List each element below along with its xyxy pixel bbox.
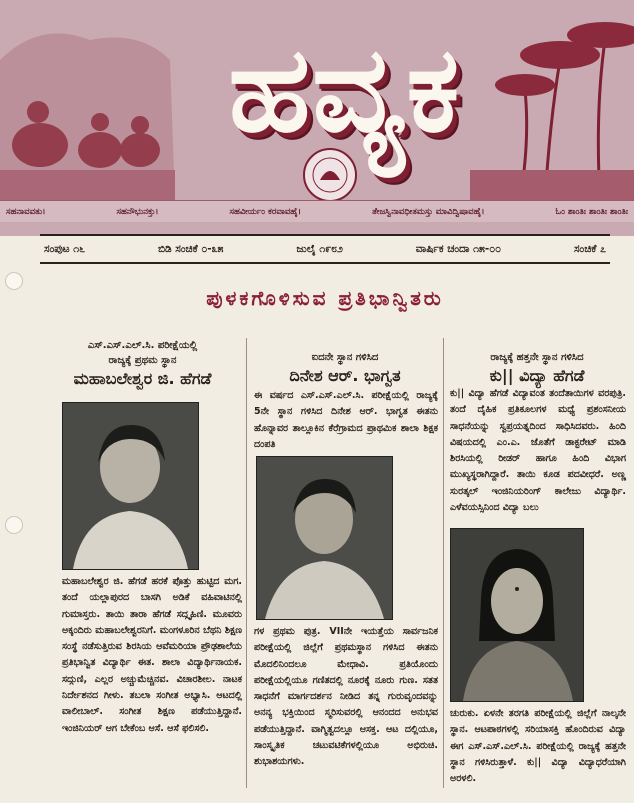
middle-article-text-bottom xyxy=(254,624,438,771)
photo-mahabaleshwara xyxy=(62,402,199,570)
middle-heading-line1: ಐದನೇ ಸ್ಥಾನ ಗಳಿಸಿದ xyxy=(311,352,379,363)
motto-text: ಸಹವೀರ್ಯಂ ಕರವಾವಹೈ। xyxy=(229,206,302,217)
page-headline: ಪುಳಕಗೊಳಿಸುವ ಪ್ರತಿಭಾನ್ವಿತರು xyxy=(206,286,444,310)
middle-article-paragraph: ಈ ವರ್ಷದ ಎಸ್.ಎಸ್.ಎಲ್.ಸಿ. ಪರೀಕ್ಷೆಯಲ್ಲಿ ರಾಜ್ಯಕ್ಕೆ 5ನೇ ಸ್ಥಾನ ಗಳಿಸಿದ ದಿನೇಶ ಆರ್. ಭಾಗ್ವತ ಈತನು ಹೊನ್ನಾವರ ತಾಲ್ಲೂಕಿನ ಕೆರೆಗ್ರಾಮದ ಪ್ರಾಥಮಿಕ ಶಾಲಾ ಶಿಕ್ಷಕ ದಂಪತಿ xyxy=(254,390,438,450)
motto-text: ತೇಜಸ್ವಿನಾವಧೀತಮಸ್ತು ಮಾವಿದ್ವಿಷಾವಹೈ। xyxy=(372,206,485,217)
volume-label: ಸಂಪುಟ ೧೬ xyxy=(44,242,86,255)
right-article-paragraph: ಚುರುಕು. ಏಳನೇ ತರಗತಿ ಪರೀಕ್ಷೆಯಲ್ಲಿ ಜಿಲ್ಲೆಗೆ ನಾಲ್ಕನೇ ಸ್ಥಾನ. ಆಟಪಾಠಗಳಲ್ಲಿ ಸರಿಯಾಸಕ್ತಿ ಹೊಂದಿರುವ ವಿದ್ಯಾ ಈಗ ಎಸ್.ಎಸ್.ಎಲ್.ಸಿ. ಪರೀಕ್ಷೆಯಲ್ಲಿ ರಾಜ್ಯಕ್ಕೆ ಹತ್ತನೇ ಸ್ಥಾನ ಗಳಿಸಿರುತ್ತಾಳೆ. ಕು|| ವಿದ್ಯಾ ವಿದ್ಯಾಧರೆಯಾಗಿ ಅರಳಲಿ. xyxy=(450,708,626,785)
motto-text: ಸಹನಾವವತು। xyxy=(6,206,46,217)
left-heading-line1: ಎಸ್.ಎಸ್.ಎಲ್.ಸಿ. ಪರೀಕ್ಷೆಯಲ್ಲಿ xyxy=(87,340,198,351)
masthead xyxy=(0,0,634,236)
motto-text: ಸಹನೌಭುನಕ್ತು। xyxy=(116,206,159,217)
middle-column-heading xyxy=(250,350,440,387)
right-heading-line1: ರಾಜ್ಯಕ್ಕೆ ಹತ್ತನೇ ಸ್ಥಾನ ಗಳಿಸಿದ xyxy=(490,352,584,363)
issue-info-bar xyxy=(40,234,610,264)
motto-text: ಓಂ ಶಾಂತಿಃ ಶಾಂತಿಃ ಶಾಂತಿಃ xyxy=(555,206,628,217)
column-divider xyxy=(443,338,444,788)
right-column-heading xyxy=(448,350,626,387)
middle-student-name: ದಿನೇಶ ಆರ್. ಭಾಗ್ವತ xyxy=(289,366,401,385)
punch-hole xyxy=(5,272,23,290)
issue-number: ಸಂಚಿಕೆ ೭ xyxy=(573,242,606,255)
left-heading-line2: ರಾಜ್ಯಕ್ಕೆ ಪ್ರಥಮ ಸ್ಥಾನ xyxy=(108,355,177,366)
right-student-name: ಕು|| ವಿದ್ಯಾ ಹೆಗಡೆ xyxy=(489,366,585,385)
magazine-title: ಹವ್ಯಕ xyxy=(228,19,462,158)
column-divider xyxy=(246,338,247,788)
photo-vidya xyxy=(450,528,584,702)
issue-date: ಜುಲೈ ೧೯೮೨ xyxy=(296,242,343,255)
left-student-name: ಮಹಾಬಲೇಶ್ವರ ಜಿ. ಹೆಗಡೆ xyxy=(73,369,212,388)
subscription-label: ವಾರ್ಷಿಕ ಚಂದಾ ೧೫-೦೦ xyxy=(415,242,502,255)
middle-article-paragraph: ಗಳ ಪ್ರಥಮ ಪುತ್ರ. VIIನೇ ಇಯತ್ತೆಯ ಸಾರ್ವಜನಿಕ ಪರೀಕ್ಷೆಯಲ್ಲಿ ಜಿಲ್ಲೆಗೆ ಪ್ರಥಮಸ್ಥಾನ ಗಳಿಸಿದ ಈತನು ಮೊದಲಿನಿಂದಲೂ ಮೇಧಾವಿ. ಪ್ರತಿಯೊಂದು ಪರೀಕ್ಷೆಯಲ್ಲಿಯೂ ಗಣಿತದಲ್ಲಿ ನೂರಕ್ಕೆ ನೂರು ಗುಣ. ಸತತ ಸಾಧನೆಗೆ ಮಾರ್ಗದರ್ಶನ ನೀಡಿದ ತನ್ನ ಗುರುವೃಂದವನ್ನು ಅನನ್ಯ ಭಕ್ತಿಯಿಂದ ಸ್ಮರಿಸುವರಲ್ಲಿ ಆನಂದದ ಅನುಭವ ಪಡೆಯುತ್ತಿದ್ದಾನೆ. ವಾಗ್ಮಿತ್ವದಲ್ಲೂ ಆಸಕ್ತ. ಆಟ ದಲ್ಲಿಯೂ, ಸಾಂಸ್ಕೃತಿಕ ಚಟುವಟಿಕೆಗಳಲ್ಲಿಯೂ ಅಭಿರುಚಿ. ಶುಭಾಶಯಗಳು. xyxy=(254,626,438,768)
right-article-text-top xyxy=(450,386,626,516)
photo-dinesha xyxy=(256,456,393,620)
left-column-heading xyxy=(45,338,240,390)
punch-hole xyxy=(5,516,23,534)
right-article-paragraph: ಕು|| ವಿದ್ಯಾ ಹೆಗಡೆ ವಿದ್ಯಾವಂತ ತಂದೆತಾಯಿಗಳ ವರಪುತ್ರಿ. ತಂದೆ ದೈಹಿಕ ಪ್ರತಿಕೂಲಗಳ ಮಧ್ಯೆ ಪ್ರಶಂಸನೀಯ ಸಾಧನೆಯನ್ನು ಸ್ವಪ್ರಯತ್ನದಿಂದ ಸಾಧಿಸಿದವರು. ಹಿಂದಿ ವಿಷಯದಲ್ಲಿ ಎಂ.ಎ. ಜೊತೆಗೆ ಡಾಕ್ಟರೇಟ್ ಮಾಡಿ ಶಿರಸಿಯಲ್ಲಿ ರೀಡರ್ ಹಾಗೂ ಹಿಂದಿ ವಿಭಾಗ ಮುಖ್ಯಸ್ಥರಾಗಿದ್ದಾರೆ. ತಾಯಿ ಕೂಡ ಪದವೀಧರೆ. ಅಣ್ಣ ಸುರತ್ಕಲ್ ಇಂಜಿನಿಯರಿಂಗ್ ಕಾಲೇಜು ವಿದ್ಯಾರ್ಥಿ. ಎಳೆವಯಸ್ಸಿನಿಂದ ವಿದ್ಯಾ ಬಲು xyxy=(450,388,626,514)
motto-strip xyxy=(0,200,634,222)
left-article-text xyxy=(62,574,242,737)
loose-issue-label: ಬಿಡಿ ಸಂಚಿಕೆ ೦-೩೫ xyxy=(157,242,224,255)
right-article-text-bottom xyxy=(450,706,626,787)
left-article-paragraph: ಮಹಾಬಲೇಶ್ವರ ಜಿ. ಹೆಗಡೆ ಹರಕೆ ಪೊತ್ತು ಹುಟ್ಟಿದ ಮಗ. ತಂದೆ ಯಲ್ಲಾಪುರದ ಬಾಸಗಿ ಅಡಿಕೆ ವಹಿವಾಟಿನಲ್ಲಿ ಗುಮಾಸ್ತರು. ತಾಯಿ ತಾರಾ ಹೆಗಡೆ ಸದ್ಗೃಹಿಣಿ. ಮೂವರು ಅಕ್ಕಂದಿರು ಮಹಾಬಲೇಶ್ವರನಿಗೆ. ಮಂಗಳೂರಿನ ಬೆಥನಿ ಶಿಕ್ಷಣ ಸಂಸ್ಥೆ ನಡೆಸುತ್ತಿರುವ ಶಿರಸಿಯ ಆವೆಮರಿಯಾ ಪ್ರೌಢಶಾಲೆಯ ಪ್ರತಿಭಾನ್ವಿತ ವಿದ್ಯಾರ್ಥಿ ಈತ. ಶಾಲಾ ವಿದ್ಯಾರ್ಥಿನಾಯಕ. ಸದ್ಗುಣಿ, ಎಲ್ಲರ ಅಚ್ಚುಮೆಚ್ಚಿನವ. ವಿಚಾರಶೀಲ. ನಾಟಕ ನಿರ್ದೇಶನದ ಗೀಳು. ತಬಲಾ ಸಂಗೀತ ಅಭ್ಯಾಸಿ. ಆಟದಲ್ಲಿ ವಾಲೀಬಾಲ್. ಸಂಗೀತ ಶಿಕ್ಷಣ ಪಡೆಯುತ್ತಿದ್ದಾನೆ. ಇಂಜಿನಿಯರ್ ಆಗ ಬೇಕೆಂಬ ಆಸೆ. ಆಸೆ ಫಲಿಸಲಿ. xyxy=(62,576,242,734)
middle-article-text-top xyxy=(254,388,438,453)
